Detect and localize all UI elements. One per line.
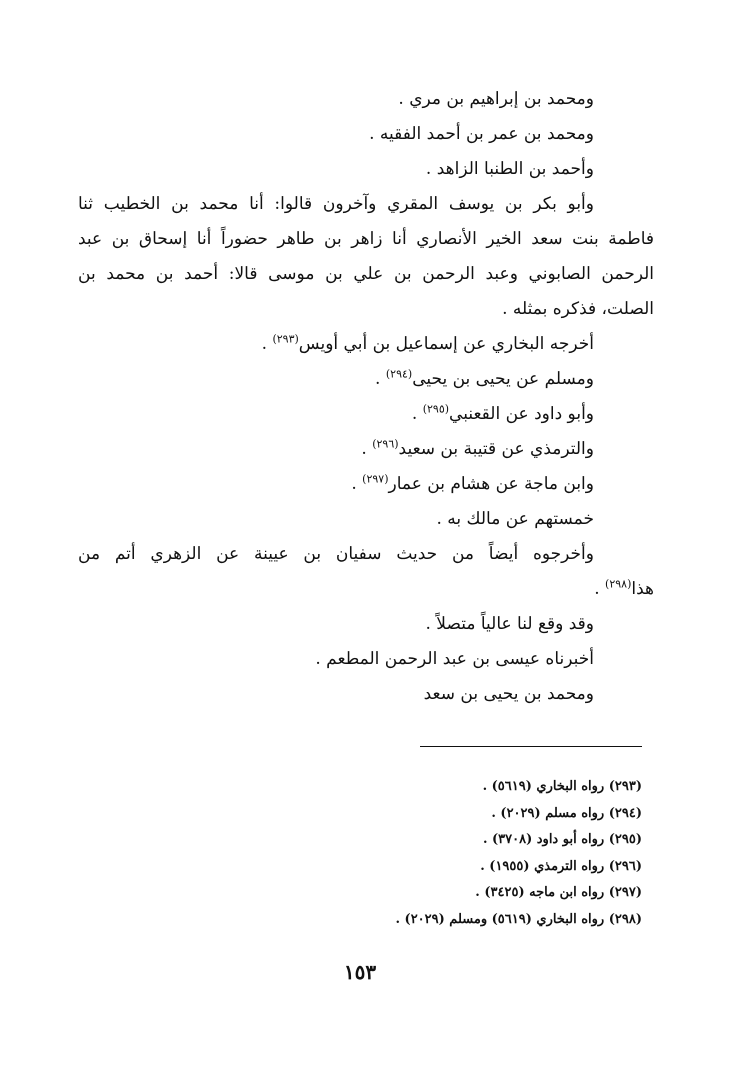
- text-line: ومحمد بن عمر بن أحمد الفقيه .: [369, 124, 594, 144]
- footnote-reference: (٢٩٤): [385, 367, 413, 381]
- text-line: وقد وقع لنا عالياً متصلاً .: [425, 614, 594, 634]
- footnote: (٢٩٨) رواه البخاري (٥٦١٩) ومسلم (٢٠٢٩) .: [395, 911, 642, 927]
- text-line: وأبو بكر بن يوسف المقري وآخرون قالوا: أنا محمد بن الخطيب ثنا: [78, 194, 594, 214]
- text-line: وأخرجوه أيضاً من حديث سفيان بن عيينة عن الزهري أتم من: [78, 544, 594, 564]
- text-line: فاطمة بنت سعد الخير الأنصاري أنا زاهر بن طاهر حضوراً أنا إسحاق بن عبد: [78, 229, 654, 249]
- text-line: وابن ماجة عن هشام بن عمار$^{(٢٩٧)}$ .: [351, 472, 594, 494]
- footnote-reference: (٢٩٦): [372, 437, 399, 451]
- footnote: (٢٩٤) رواه مسلم (٢٠٢٩) .: [491, 805, 642, 821]
- footnote: (٢٩٧) رواه ابن ماجه (٣٤٢٥) .: [475, 885, 642, 900]
- footnote-reference: (٢٩٧): [362, 472, 389, 486]
- footnote-divider: [420, 746, 642, 747]
- text-line: الرحمن الصابوني وعبد الرحمن بن علي بن موسى قالا: أحمد بن محمد بن: [78, 264, 654, 284]
- text-line: خمستهم عن مالك به .: [436, 509, 594, 529]
- footnote-reference: (٢٩٨): [605, 577, 632, 591]
- text-line: أخبرناه عيسى بن عبد الرحمن المطعم .: [315, 649, 594, 669]
- main-text: [78, 82, 654, 712]
- footnote-reference: (٢٩٥): [422, 402, 450, 416]
- text-line: وأحمد بن الطنبا الزاهد .: [425, 159, 594, 179]
- text-line: الصلت، فذكره بمثله .: [502, 299, 654, 319]
- text-line: هذا$^{(٢٩٨)}$ .: [594, 577, 654, 599]
- text-line: ومحمد بن إبراهيم بن مري .: [398, 89, 594, 109]
- footnote-reference: (٢٩٣): [272, 332, 299, 346]
- footnote: (٢٩٦) رواه الترمذي (١٩٥٥) .: [480, 858, 642, 874]
- footnotes: [200, 774, 642, 933]
- text-line: ومحمد بن يحيى بن سعد: [423, 684, 594, 704]
- text-line: أخرجه البخاري عن إسماعيل بن أبي أويس$^{(٢٩٣)}$ .: [261, 332, 594, 354]
- text-line: وأبو داود عن القعنبي$^{(٢٩٥)}$ .: [411, 402, 594, 424]
- page-number: ١٥٣: [343, 960, 377, 984]
- footnote: (٢٩٥) رواه أبو داود (٣٧٠٨) .: [482, 832, 642, 847]
- footnote: (٢٩٣) رواه البخاري (٥٦١٩) .: [482, 779, 642, 794]
- text-line: ومسلم عن يحيى بن يحيى$^{(٢٩٤)}$ .: [375, 367, 594, 389]
- text-line: والترمذي عن قتيبة بن سعيد$^{(٢٩٦)}$ .: [361, 437, 594, 459]
